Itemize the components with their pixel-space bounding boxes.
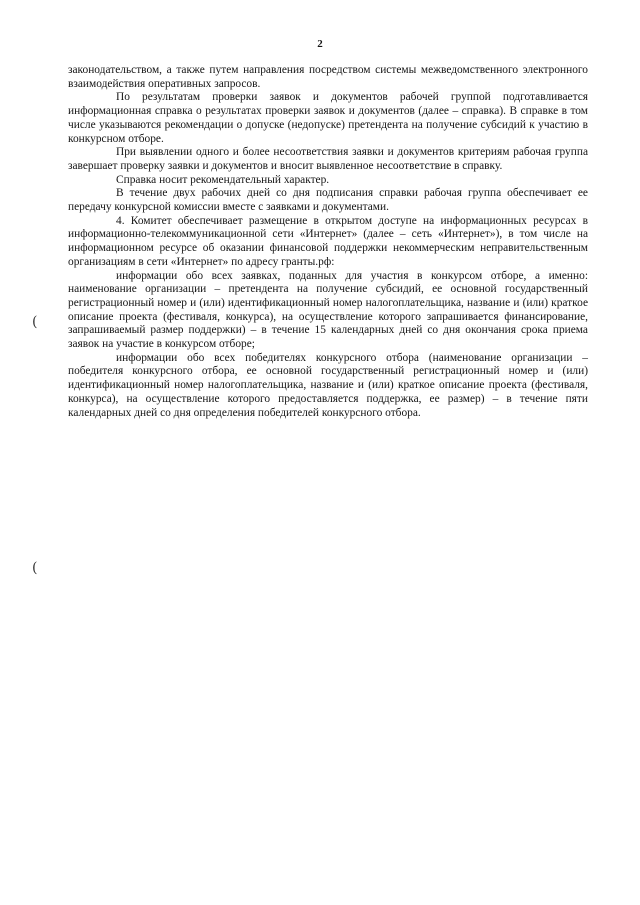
paragraph-nonconformity: При выявлении одного и более несоответствия заявки и документов критериям рабочая группа завершает проверку заявки и документов и вносит выявленное несоответствие в справку. [68,146,588,172]
margin-mark: ( [32,560,38,576]
paragraph-inspection-results: По результатам проверки заявок и документов рабочей группой подготавливается информационная справка о результатах проверки заявок и документов (далее – справка). В справке в том числе указываются рекомендации о допуске (недопуске) претендента на получение субсидий к участию в конкурсном отборе. [68,91,588,145]
paragraph-advisory: Справка носит рекомендательный характер. [116,173,330,186]
document-body [68,64,588,420]
paragraph-continuation: законодательством, а также путем направления посредством системы межведомственного электронного взаимодействия оперативных запросов. [68,64,588,90]
paragraph-item-4: 4. Комитет обеспечивает размещение в открытом доступе на информационных ресурсах в информационно-телекоммуникационной сети «Интернет» (далее – сеть «Интернет»), в том числе на информационном ресурсе об оказании финансовой поддержки некоммерческим неправительственным организациям в сети «Интернет» по адресу гранты.рф: [68,214,588,268]
paragraph-winners-info: информации обо всех победителях конкурсного отбора (наименование организации – победителя конкурсного отбора, ее основной государственный регистрационный номер и (или) идентификационный номер налогоплательщика, название и (или) краткое описание проекта (фестиваля, конкурса), на осуществление которого предоставляется поддержка, ее размер) – в течение пяти календарных дней со дня определения победителей конкурсного отбора. [68,351,588,419]
paragraph-applications-info: информации обо всех заявках, поданных для участия в конкурсом отборе, а именно: наименование организации – претендента на получение субсидий, ее основной государственный регистрационный номер и (или) идентификационный номер налогоплательщика, название и (или) краткое описание проекта (фестиваля, конкурса), на осуществление которого запрашивается финансирование, запрашиваемый размер поддержки) – в течение 15 календарных дней со дня окончания срока приема заявок на участие в конкурсом отборе; [68,269,588,351]
paragraph-transfer: В течение двух рабочих дней со дня подписания справки рабочая группа обеспечивает ее передачу конкурсной комиссии вместе с заявками и документами. [68,187,588,214]
page-number: 2 [317,38,323,50]
margin-mark: ( [32,314,38,330]
